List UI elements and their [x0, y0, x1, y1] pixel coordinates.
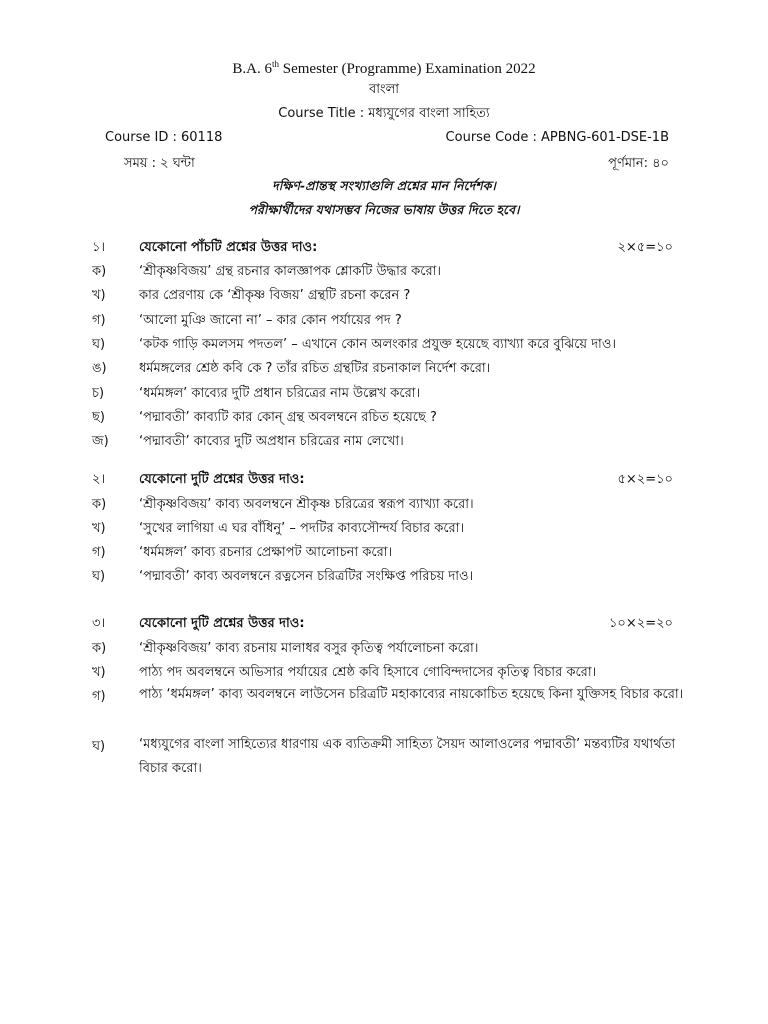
section-marks: ১০×২=২০ [608, 616, 673, 631]
question-text: ‘ধর্মমঙ্গল’ কাব্য রচনার প্রেক্ষাপট আলোচনা করো। [139, 545, 393, 560]
subject: বাংলা [368, 82, 400, 97]
section-number: ৩। [92, 616, 106, 631]
question-text: ‘আলো মুঞি জানো না’ – কার কোন পর্যায়ের পদ ? [139, 313, 402, 328]
question-text: ‘কটক গাড়ি কমলসম পদতল’ – এখানে কোন অলংকার প্রযুক্ত হয়েছে ব্যাখ্যা করে বুঝিয়ে দাও। [139, 337, 617, 352]
question-label: খ) [92, 521, 106, 536]
section-heading: যেকোনো পাঁচটি প্রশ্নের উত্তর দাও: [139, 240, 318, 255]
section-number: ২। [92, 472, 106, 487]
exam-title-prefix: B.A. 6 [232, 61, 272, 77]
exam-title-suffix: Semester (Programme) Examination 2022 [279, 61, 536, 77]
question-text: ‘পদ্মাবতী’ কাব্যটি কার কোন্ গ্রন্থ অবলম্বনে রচিত হয়েছে ? [139, 410, 437, 425]
section-heading: যেকোনো দুটি প্রশ্নের উত্তর দাও: [139, 472, 305, 487]
question-label: ঘ) [92, 739, 106, 754]
question-label: গ) [92, 545, 106, 560]
question-label: ঙ) [92, 361, 107, 376]
exam-title-sup: th [271, 59, 279, 69]
question-label: ঘ) [92, 337, 106, 352]
instruction-1: দক্ষিণ-প্রান্তস্থ সংখ্যাগুলি প্রশ্নের মান নির্দেশক। [272, 178, 496, 193]
question-text: ‘শ্রীকৃষ্ণবিজয়’ কাব্য রচনায় মালাধর বসুর কৃতিত্ব পর্যালোচনা করো। [139, 641, 479, 656]
question-label: ঘ) [92, 569, 106, 584]
question-label: চ) [92, 386, 105, 401]
question-text: ‘পদ্মাবতী’ কাব্য অবলম্বনে রত্নসেন চরিত্রটির সংক্ষিপ্ত পরিচয় দাও। [139, 569, 474, 584]
question-label: ক) [92, 641, 107, 656]
question-label: ক) [92, 497, 107, 512]
question-text: কার প্রেরণায় কে ‘শ্রীকৃষ্ণ বিজয়’ গ্রন্থটি রচনা করেন ? [139, 288, 411, 303]
question-text: ‘শ্রীকৃষ্ণবিজয়’ কাব্য অবলম্বনে শ্রীকৃষ্ণ চরিত্রের স্বরূপ ব্যাখ্যা করো। [139, 497, 474, 512]
question-label: জ) [92, 434, 109, 449]
course-code: Course Code : APBNG-601-DSE-1B [445, 130, 669, 145]
question-label: ছ) [92, 410, 105, 425]
section-marks: ২×৫=১০ [617, 240, 673, 255]
question-text: পাঠ্য পদ অবলম্বনে অভিসার পর্যায়ের শ্রেষ্ঠ কবি হিসাবে গোবিন্দদাসের কৃতিত্ব বিচার করো। [139, 665, 597, 680]
question-label: গ) [92, 689, 106, 704]
exam-title [0, 59, 768, 78]
full-marks: পূর্ণমান: ৪০ [608, 156, 669, 171]
question-label: গ) [92, 313, 106, 328]
course-title-value: মধ্যযুগের বাংলা সাহিত্য [368, 106, 490, 121]
instruction-2: পরীক্ষার্থীদের যথাসম্ভব নিজের ভাষায় উত্তর দিতে হবে। [248, 202, 520, 217]
course-id: Course ID : 60118 [105, 130, 223, 145]
exam-time: সময় : ২ ঘন্টা [124, 156, 195, 171]
question-text: ‘পদ্মাবতী’ কাব্যের দুটি অপ্রধান চরিত্রের নাম লেখো। [139, 434, 404, 449]
course-title [0, 104, 768, 125]
course-title-label: Course Title : [278, 106, 369, 121]
question-text: ‘মধ্যযুগের বাংলা সাহিত্যের ধারণায় এক ব্যতিক্রমী সাহিত্য সৈয়দ আলাওলের পদ্মাবতী’ মন্তব্যটির যথার্থতা বিচার করো। [139, 737, 676, 776]
question-label: ক) [92, 264, 107, 279]
section-heading: যেকোনো দুটি প্রশ্নের উত্তর দাও: [139, 616, 305, 631]
section-number: ১। [92, 240, 106, 255]
question-text: ‘ধর্মমঙ্গল’ কাব্যের দুটি প্রধান চরিত্রের নাম উল্লেখ করো। [139, 386, 421, 401]
question-label: খ) [92, 665, 106, 680]
question-text: পাঠ্য ‘ধর্মমঙ্গল’ কাব্য অবলম্বনে লাউসেন চরিত্রটি মহাকাব্যের নায়কোচিত হয়েছে কিনা যুক্তিসহ বিচার করো। [139, 687, 684, 702]
section-marks: ৫×২=১০ [617, 472, 673, 487]
question-text: ‘সুখের লাগিয়া এ ঘর বাঁধিনু’ – পদটির কাব্যসৌন্দর্য বিচার করো। [139, 521, 465, 536]
question-text: ধর্মমঙ্গলের শ্রেষ্ঠ কবি কে ? তাঁর রচিত গ্রন্থটির রচনাকাল নির্দেশ করো। [139, 361, 491, 376]
question-label: খ) [92, 288, 106, 303]
question-text: ‘শ্রীকৃষ্ণবিজয়’ গ্রন্থ রচনার কালজ্ঞাপক শ্লোকটি উদ্ধার করো। [139, 264, 442, 279]
